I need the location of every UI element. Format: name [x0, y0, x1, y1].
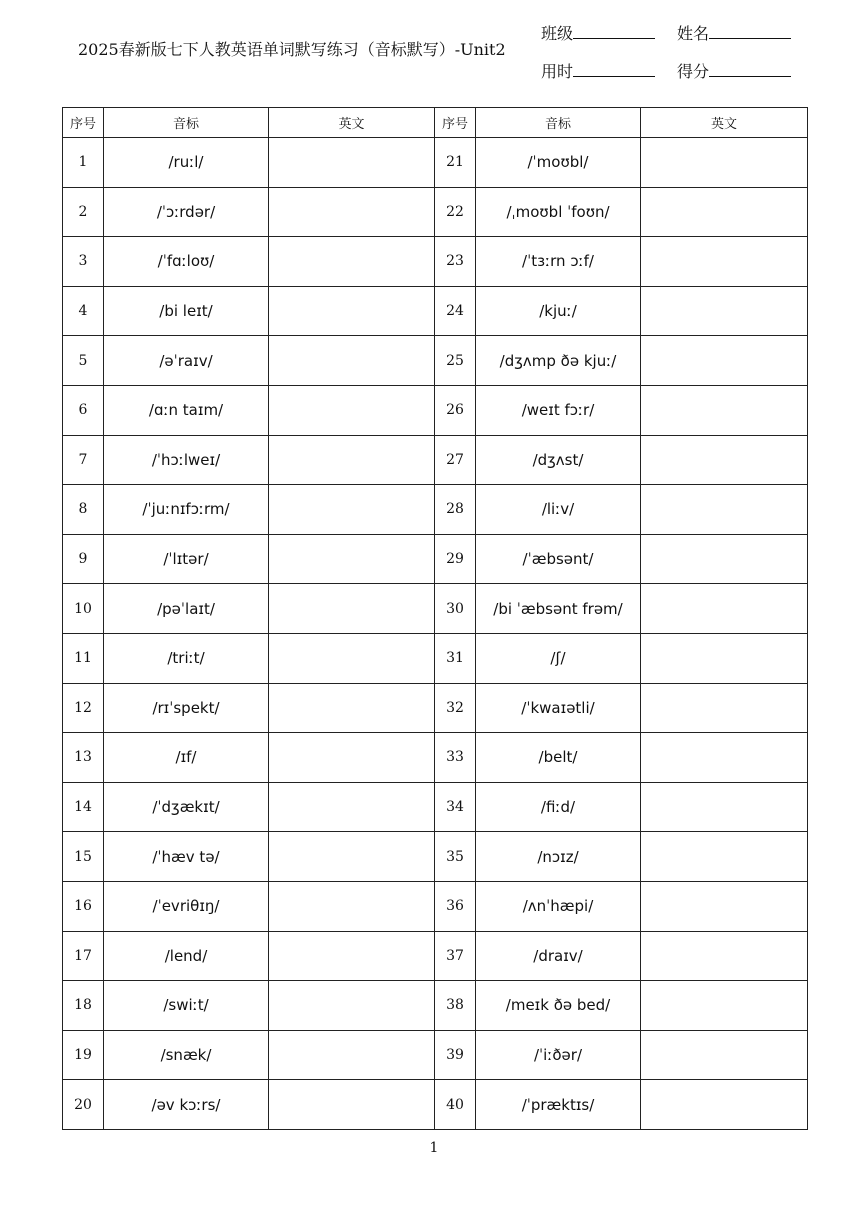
score-label: 得分 — [677, 62, 710, 81]
phonetic-cell: /ˈtɜːrn ɔːf/ — [476, 237, 641, 287]
table-row — [63, 237, 808, 287]
answer-cell[interactable] — [269, 633, 435, 683]
answer-cell[interactable] — [269, 981, 435, 1031]
row-number: 23 — [435, 237, 476, 287]
phonetic-cell: /ʌnˈhæpi/ — [476, 881, 641, 931]
time-input-line[interactable] — [573, 62, 655, 77]
table-row — [63, 633, 808, 683]
name-field — [677, 21, 791, 44]
page-title: 2025春新版七下人教英语单词默写练习（音标默写）-Unit2 — [78, 40, 506, 59]
phonetic-cell: /ˈkwaɪətli/ — [476, 683, 641, 733]
phonetic-cell: /ˈjuːnɪfɔːrm/ — [104, 485, 269, 535]
row-number: 2 — [63, 187, 104, 237]
answer-cell[interactable] — [269, 385, 435, 435]
row-number: 29 — [435, 534, 476, 584]
table-row — [63, 683, 808, 733]
phonetic-cell: /kjuː/ — [476, 286, 641, 336]
row-number: 13 — [63, 733, 104, 783]
row-number: 4 — [63, 286, 104, 336]
row-number: 20 — [63, 1080, 104, 1130]
header-ipa: 音标 — [104, 108, 269, 138]
name-label: 姓名 — [677, 24, 710, 43]
answer-cell[interactable] — [641, 931, 808, 981]
table-row — [63, 485, 808, 535]
answer-cell[interactable] — [269, 832, 435, 882]
phonetic-cell: /ɑːn taɪm/ — [104, 385, 269, 435]
row-number: 8 — [63, 485, 104, 535]
table-row — [63, 435, 808, 485]
row-number: 15 — [63, 832, 104, 882]
table-row — [63, 534, 808, 584]
row-number: 31 — [435, 633, 476, 683]
answer-cell[interactable] — [269, 534, 435, 584]
answer-cell[interactable] — [269, 584, 435, 634]
answer-cell[interactable] — [641, 237, 808, 287]
row-number: 14 — [63, 782, 104, 832]
answer-cell[interactable] — [269, 237, 435, 287]
row-number: 36 — [435, 881, 476, 931]
time-label: 用时 — [541, 62, 574, 81]
row-number: 24 — [435, 286, 476, 336]
table-row — [63, 187, 808, 237]
row-number: 18 — [63, 981, 104, 1031]
phonetic-cell: /ˈæbsənt/ — [476, 534, 641, 584]
phonetic-cell: /ˈpræktɪs/ — [476, 1080, 641, 1130]
header-num: 序号 — [63, 108, 104, 138]
answer-cell[interactable] — [641, 633, 808, 683]
answer-cell[interactable] — [641, 881, 808, 931]
row-number: 39 — [435, 1030, 476, 1080]
row-number: 5 — [63, 336, 104, 386]
phonetic-cell: /triːt/ — [104, 633, 269, 683]
phonetic-cell: /ˈmoʊbl/ — [476, 138, 641, 188]
answer-cell[interactable] — [269, 138, 435, 188]
row-number: 21 — [435, 138, 476, 188]
phonetic-cell: /rɪˈspekt/ — [104, 683, 269, 733]
answer-cell[interactable] — [641, 1030, 808, 1080]
phonetic-cell: /bi leɪt/ — [104, 286, 269, 336]
phonetic-cell: /ˈhæv tə/ — [104, 832, 269, 882]
table-row — [63, 336, 808, 386]
row-number: 12 — [63, 683, 104, 733]
answer-cell[interactable] — [269, 881, 435, 931]
row-number: 32 — [435, 683, 476, 733]
table-row — [63, 931, 808, 981]
answer-cell[interactable] — [641, 733, 808, 783]
answer-cell[interactable] — [269, 187, 435, 237]
phonetic-cell: /ˈhɔːlweɪ/ — [104, 435, 269, 485]
answer-cell[interactable] — [641, 286, 808, 336]
row-number: 33 — [435, 733, 476, 783]
header-row — [63, 108, 808, 138]
answer-cell[interactable] — [269, 683, 435, 733]
row-number: 1 — [63, 138, 104, 188]
score-field — [677, 59, 791, 82]
phonetic-cell: /əˈraɪv/ — [104, 336, 269, 386]
time-field — [541, 59, 655, 82]
phonetic-cell: /swiːt/ — [104, 981, 269, 1031]
row-number: 19 — [63, 1030, 104, 1080]
phonetic-cell: /nɔɪz/ — [476, 832, 641, 882]
row-number: 34 — [435, 782, 476, 832]
row-number: 16 — [63, 881, 104, 931]
phonetic-cell: /meɪk ðə bed/ — [476, 981, 641, 1031]
table-row — [63, 832, 808, 882]
row-number: 22 — [435, 187, 476, 237]
phonetic-cell: /ˈevriθɪŋ/ — [104, 881, 269, 931]
row-number: 6 — [63, 385, 104, 435]
answer-cell[interactable] — [269, 733, 435, 783]
answer-cell[interactable] — [641, 187, 808, 237]
table-row — [63, 385, 808, 435]
phonetic-cell: /weɪt fɔːr/ — [476, 385, 641, 435]
answer-cell[interactable] — [641, 683, 808, 733]
header-ipa: 音标 — [476, 108, 641, 138]
row-number: 37 — [435, 931, 476, 981]
header-english: 英文 — [641, 108, 808, 138]
row-number: 40 — [435, 1080, 476, 1130]
phonetic-cell: /ˈɔːrdər/ — [104, 187, 269, 237]
row-number: 17 — [63, 931, 104, 981]
answer-cell[interactable] — [269, 435, 435, 485]
header-english: 英文 — [269, 108, 435, 138]
table-row — [63, 782, 808, 832]
answer-cell[interactable] — [641, 336, 808, 386]
row-number: 11 — [63, 633, 104, 683]
phonetic-cell: /snæk/ — [104, 1030, 269, 1080]
answer-cell[interactable] — [641, 981, 808, 1031]
class-label: 班级 — [541, 24, 574, 43]
answer-cell[interactable] — [269, 336, 435, 386]
table-row — [63, 138, 808, 188]
name-input-line[interactable] — [709, 24, 791, 39]
row-number: 35 — [435, 832, 476, 882]
row-number: 27 — [435, 435, 476, 485]
page-number: 1 — [429, 1140, 439, 1156]
phonetic-cell: /ʃ/ — [476, 633, 641, 683]
row-number: 38 — [435, 981, 476, 1031]
phonetic-cell: /dʒʌst/ — [476, 435, 641, 485]
row-number: 26 — [435, 385, 476, 435]
phonetic-cell: /lend/ — [104, 931, 269, 981]
dictation-table — [62, 107, 808, 1130]
row-number: 25 — [435, 336, 476, 386]
table-row — [63, 286, 808, 336]
phonetic-cell: /belt/ — [476, 733, 641, 783]
answer-cell[interactable] — [269, 286, 435, 336]
answer-cell[interactable] — [269, 1080, 435, 1130]
answer-cell[interactable] — [641, 485, 808, 535]
answer-cell[interactable] — [641, 832, 808, 882]
table-row — [63, 1030, 808, 1080]
table-row — [63, 1080, 808, 1130]
table-row — [63, 733, 808, 783]
row-number: 10 — [63, 584, 104, 634]
header-num: 序号 — [435, 108, 476, 138]
row-number: 30 — [435, 584, 476, 634]
phonetic-cell: /ˈlɪtər/ — [104, 534, 269, 584]
phonetic-cell: /pəˈlaɪt/ — [104, 584, 269, 634]
phonetic-cell: /ruːl/ — [104, 138, 269, 188]
phonetic-cell: /bi ˈæbsənt frəm/ — [476, 584, 641, 634]
phonetic-cell: /draɪv/ — [476, 931, 641, 981]
table-row — [63, 981, 808, 1031]
row-number: 9 — [63, 534, 104, 584]
table-row — [63, 881, 808, 931]
table-row — [63, 584, 808, 634]
score-input-line[interactable] — [709, 62, 791, 77]
answer-cell[interactable] — [269, 782, 435, 832]
answer-cell[interactable] — [641, 782, 808, 832]
phonetic-cell: /əv kɔːrs/ — [104, 1080, 269, 1130]
phonetic-cell: /ˌmoʊbl ˈfoʊn/ — [476, 187, 641, 237]
answer-cell[interactable] — [641, 435, 808, 485]
row-number: 3 — [63, 237, 104, 287]
answer-cell[interactable] — [641, 534, 808, 584]
answer-cell[interactable] — [641, 1080, 808, 1130]
phonetic-cell: /ɪf/ — [104, 733, 269, 783]
row-number: 28 — [435, 485, 476, 535]
class-input-line[interactable] — [573, 24, 655, 39]
phonetic-cell: /dʒʌmp ðə kjuː/ — [476, 336, 641, 386]
phonetic-cell: /fiːd/ — [476, 782, 641, 832]
answer-cell[interactable] — [641, 138, 808, 188]
answer-cell[interactable] — [641, 385, 808, 435]
phonetic-cell: /ˈfɑːloʊ/ — [104, 237, 269, 287]
answer-cell[interactable] — [641, 584, 808, 634]
phonetic-cell: /liːv/ — [476, 485, 641, 535]
row-number: 7 — [63, 435, 104, 485]
answer-cell[interactable] — [269, 931, 435, 981]
answer-cell[interactable] — [269, 1030, 435, 1080]
phonetic-cell: /ˈdʒækɪt/ — [104, 782, 269, 832]
class-field — [541, 21, 655, 44]
answer-cell[interactable] — [269, 485, 435, 535]
phonetic-cell: /ˈiːðər/ — [476, 1030, 641, 1080]
